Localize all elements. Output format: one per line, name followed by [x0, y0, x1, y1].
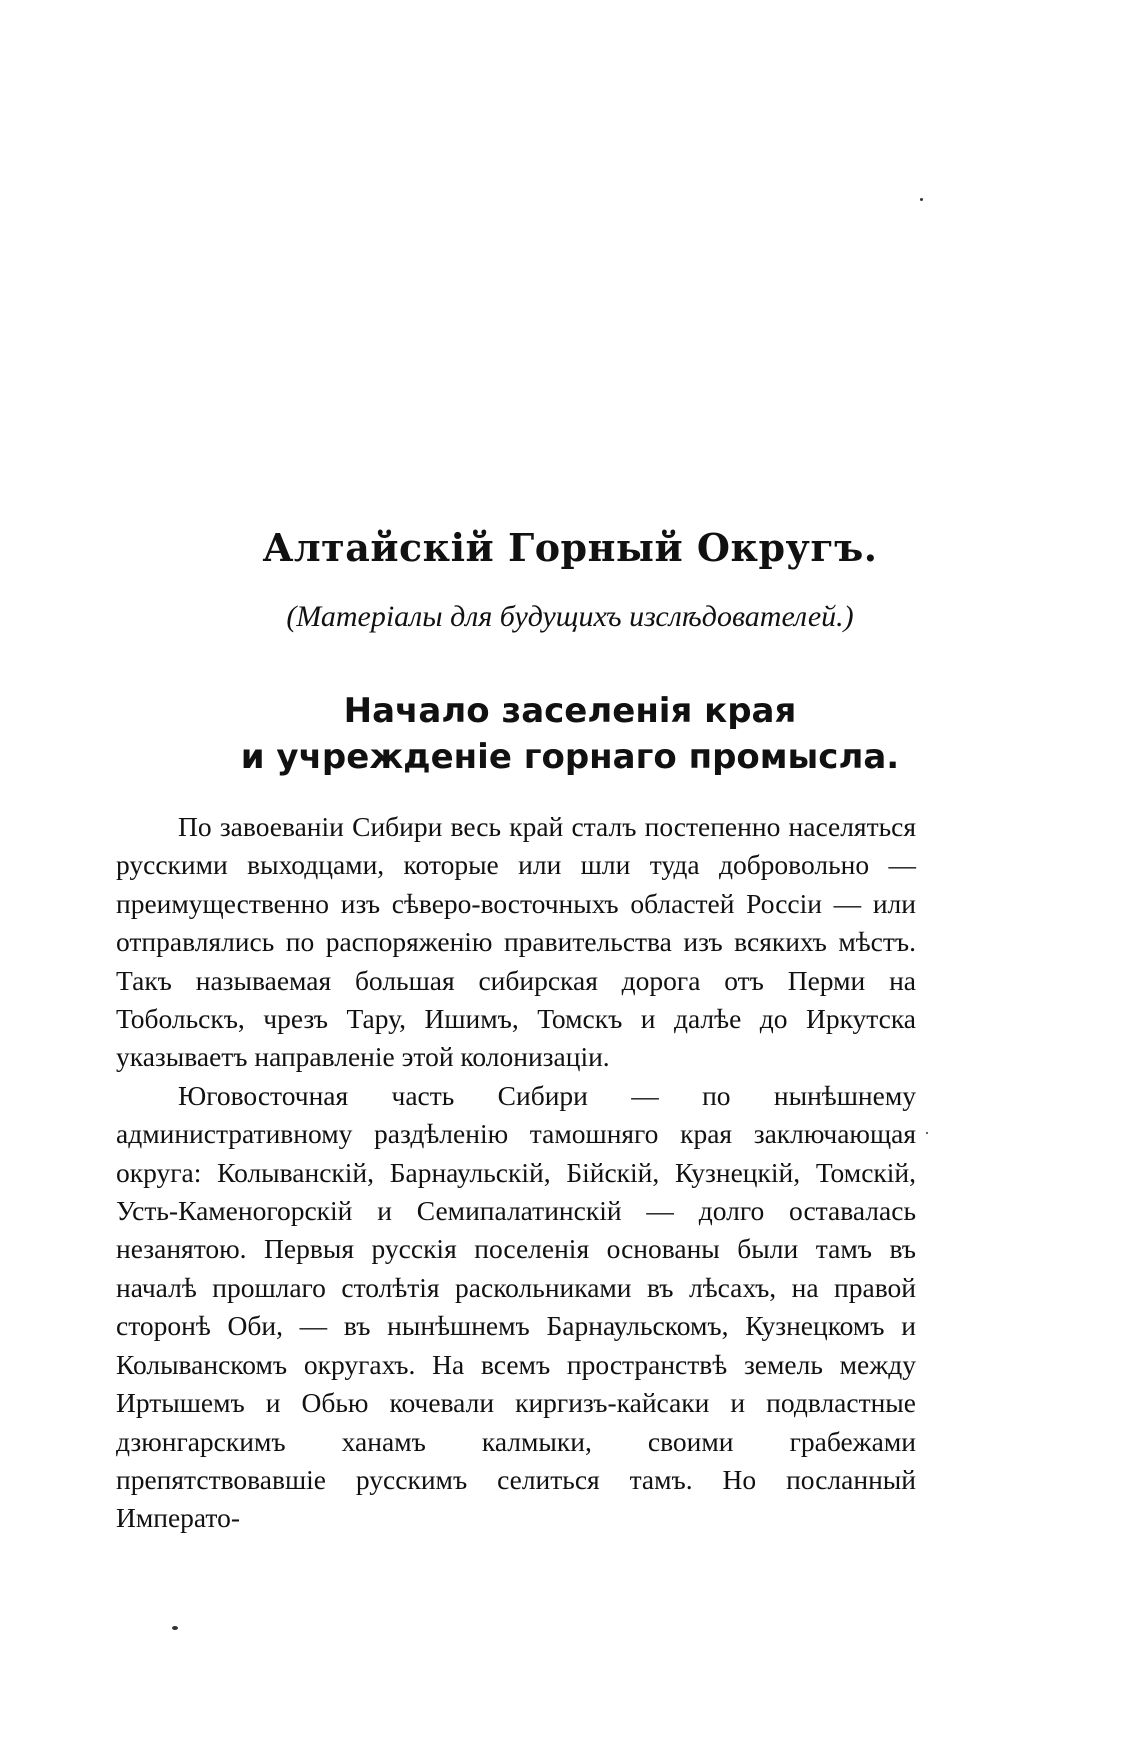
scan-speck [920, 198, 923, 201]
section-heading-line-2: и учрежденіе горнаго промысла. [240, 737, 900, 777]
page-title: Алтайскій Горный Округъ. [262, 525, 878, 570]
paragraph-2: Юговосточная часть Сибири — по нынѣшнему административному раздѣленію тамошняго края заключающая округа: Колыванскій, Барнаульскій, Бійскій, Кузнецкій, Томскій, Усть-Каменогорскій и Семипалатинскій — долго оставалась незанятою. Первыя русскія поселенія основаны были тамъ въ началѣ прошлаго столѣтія раскольниками въ лѣсахъ, на правой сторонѣ Оби, — въ нынѣшнемъ Барнаульскомъ, Кузнецкомъ и Колыванскомъ округахъ. На всемъ пространствѣ земель между Иртышемъ и Обью кочевали киргизъ-кайсаки и подвластные дзюнгарскимъ ханамъ калмыки, своими грабежами препятствовавшіе русскимъ селиться тамъ. Но посланный Императо- [116, 1079, 916, 1534]
page-subtitle: (Матеріалы для будущихъ изслѣдователей.) [286, 600, 854, 633]
scan-speck [172, 1626, 178, 1630]
section-heading [0, 688, 1140, 780]
scan-speck [926, 1132, 928, 1134]
body-text [116, 808, 916, 1538]
paragraph-1: По завоеваніи Сибири весь край сталъ постепенно населяться русскими выходцами, которые или шли туда добровольно — преимущественно изъ сѣверо-восточныхъ областей Россіи — или отправлялись по распоряженію правительства изъ всякихъ мѣстъ. Такъ называемая большая сибирская дорога отъ Перми на Тобольскъ, чрезъ Тару, Ишимъ, Томскъ и далѣе до Иркутска указываетъ направленіе этой колонизаціи. [116, 811, 916, 1073]
section-heading-line-1: Начало заселенія края [343, 691, 797, 731]
